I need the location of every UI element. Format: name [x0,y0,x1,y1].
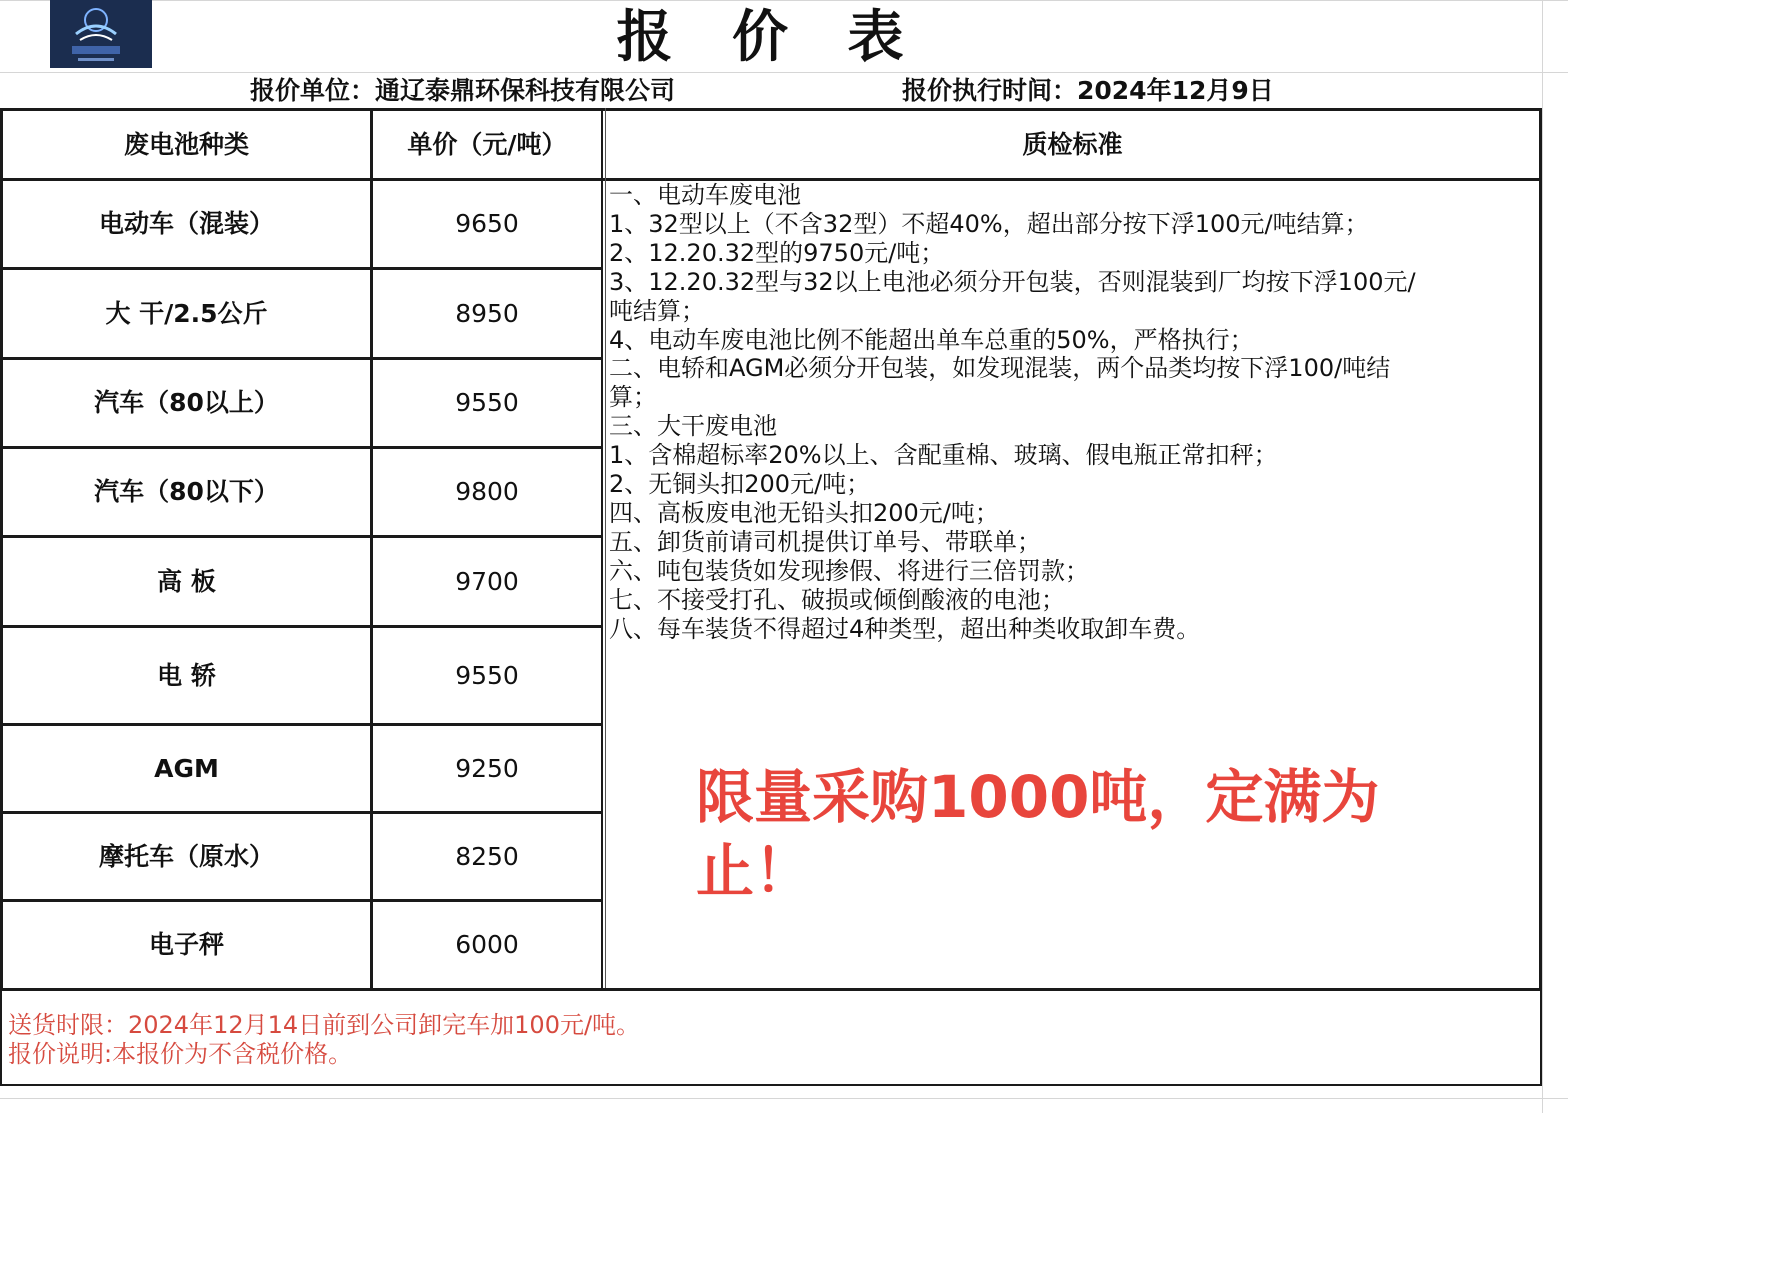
qc-line: 4、电动车废电池比例不能超出单车总重的50%，严格执行； [609,325,1254,354]
row-type: 电动车（混装） [98,209,274,238]
qc-line: 一、电动车废电池 [609,181,801,209]
gridline [0,0,1568,1]
row-price: 9700 [455,567,519,596]
row-type: AGM [154,754,219,783]
row-price: 9550 [455,388,519,417]
row-price: 6000 [455,930,519,959]
qc-line: 2、无铜头扣200元/吨； [609,470,871,499]
footer-border-left [0,990,2,1086]
gridline [0,1098,1568,1099]
quote-note: 报价说明:本报价为不含税价格。 [8,1040,353,1068]
row-type: 汽车（80以下） [94,477,279,506]
quote-time: 报价执行时间：2024年12月9日 [902,76,1274,105]
delivery-deadline: 送货时限：2024年12月14日前到公司卸完车加100元/吨。 [8,1011,641,1039]
qc-line: 五、卸货前请司机提供订单号、带联单； [609,527,1041,556]
qc-line: 2、12.20.32型的9750元/吨； [609,238,945,267]
row-type: 摩托车（原水） [98,842,274,871]
qc-line: 四、高板废电池无铅头扣200元/吨； [609,498,999,527]
row-type: 电 轿 [157,661,216,690]
row-type: 大 干/2.5公斤 [105,299,268,328]
purchase-limit-notice [696,760,1456,908]
qc-line: 六、吨包装货如发现掺假、将进行三倍罚款； [609,556,1089,585]
table-col-divider [605,108,606,990]
header-price: 单价（元/吨） [407,130,567,159]
row-price: 9550 [455,661,519,690]
row-type: 高 板 [157,567,216,596]
row-price: 9800 [455,477,519,506]
qc-line: 七、不接受打孔、破损或倾倒酸液的电池； [609,585,1065,614]
page-title: 报 价 表 [616,5,924,70]
row-price: 9650 [455,209,519,238]
row-price: 9250 [455,754,519,783]
qc-line: 1、含棉超标率20%以上、含配重棉、玻璃、假电瓶正常扣秤； [609,441,1278,470]
qc-line: 1、32型以上（不含32型）不超40%，超出部分按下浮100元/吨结算； [609,209,1369,238]
header-qc: 质检标准 [1022,130,1123,159]
quote-company: 报价单位：通辽泰鼎环保科技有限公司 [250,76,676,105]
header-type: 废电池种类 [123,130,249,159]
qc-line: 八、每车装货不得超过4种类型，超出种类收取卸车费。 [609,614,1201,643]
company-logo [50,0,152,68]
gridline [1542,0,1543,1113]
table-col-divider [601,108,603,990]
row-type: 汽车（80以上） [94,388,279,417]
qc-line: 吨结算； [609,296,705,325]
qc-line: 算； [609,383,657,412]
quality-standards [609,181,1534,644]
table-border-bottom [0,988,1542,991]
qc-line: 三、大干废电池 [609,412,777,441]
footer-border-right [1540,990,1542,1086]
footer-border-bottom [0,1084,1542,1086]
table-border-right [1539,108,1542,990]
promo-line: 限量采购1000吨，定满为 [696,763,1380,831]
promo-line: 止！ [696,837,813,905]
row-price: 8950 [455,299,519,328]
qc-line: 3、12.20.32型与32以上电池必须分开包装，否则混装到厂均按下浮100元/ [609,267,1416,296]
row-price: 8250 [455,842,519,871]
qc-line: 二、电轿和AGM必须分开包装，如发现混装，两个品类均按下浮100/吨结 [609,354,1391,383]
row-type: 电子秤 [148,930,224,959]
